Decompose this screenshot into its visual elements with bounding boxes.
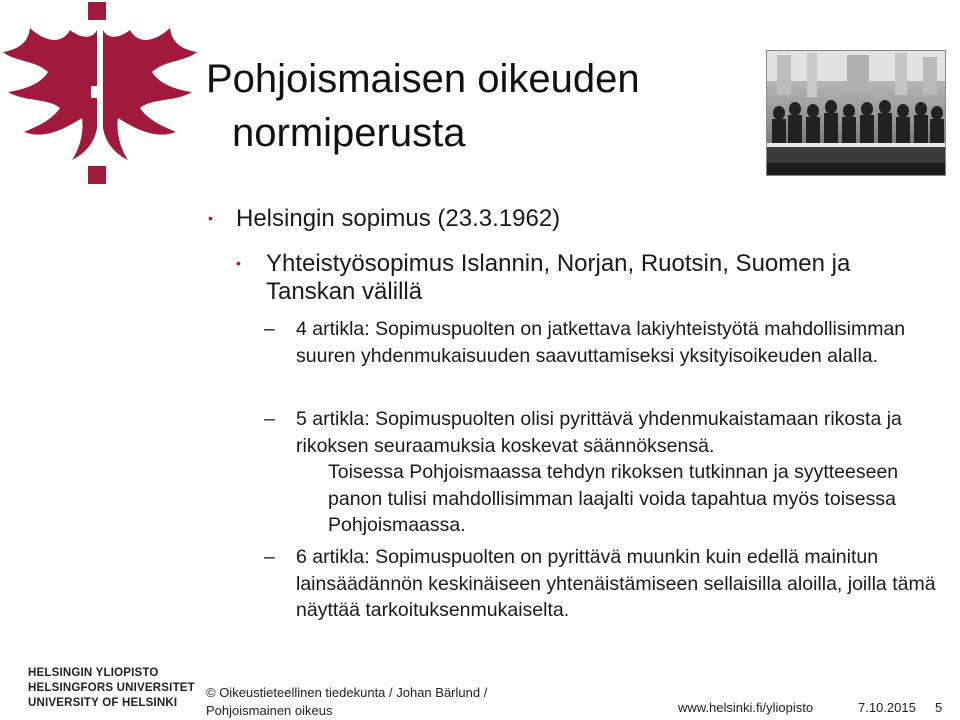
- university-name-fi: HELSINGIN YLIOPISTO: [28, 667, 159, 679]
- photo-image: [767, 51, 945, 175]
- article-5-text: 5 artikla: Sopimuspuolten olisi pyrittävä yhdenmukaistamaan rikosta ja rikoksen seuraamuksia koskevat säännöksensä.: [296, 408, 902, 457]
- helsinki-flame-logo: [0, 0, 200, 190]
- article-5-continuation: Toisessa Pohjoismaassa tehdyn rikoksen tutkinnan ja syytteeseen panon tulisi mahdollisimman laajalti voida tapahtua myös toisessa Pohjoismaassa.: [328, 461, 899, 536]
- page-number: 5: [935, 700, 943, 715]
- dash-bullet-icon: –: [264, 546, 275, 568]
- copyright-line-1: © Oikeustieteellinen tiedekunta / Johan Bärlund /: [206, 685, 488, 700]
- bullet-level2: [238, 250, 938, 306]
- slide-title: [206, 52, 786, 160]
- bullet-dot-icon: •: [236, 255, 241, 271]
- bullet-dot-icon: •: [208, 210, 213, 226]
- copyright-line-2: Pohjoismainen oikeus: [206, 703, 333, 718]
- bullet-level1-text: Helsingin sopimus (23.3.1962): [236, 205, 561, 232]
- article-4-text: 4 artikla: Sopimuspuolten on jatkettava lakiyhteistyötä mahdollisimman suuren yhdenmukaisuuden saavuttamiseksi yksityisoikeuden alalla.: [296, 318, 906, 367]
- title-line-2: normiperusta: [232, 111, 466, 155]
- sub-bullet-article-6: [264, 544, 944, 624]
- footer-copyright: [206, 684, 487, 720]
- sub-bullet-article-5: [264, 406, 944, 539]
- university-name-en: UNIVERSITY OF HELSINKI: [28, 697, 178, 709]
- university-name-sv: HELSINGFORS UNIVERSITET: [28, 682, 195, 694]
- footer-date: 7.10.2015: [858, 700, 916, 715]
- bullet-level2-text: Yhteistyösopimus Islannin, Norjan, Ruotsin, Suomen ja Tanskan välillä: [266, 250, 851, 305]
- footer-url: www.helsinki.fi/yliopisto: [678, 700, 814, 715]
- title-line-1: Pohjoismaisen oikeuden: [206, 57, 640, 101]
- sub-bullet-article-4: [264, 316, 944, 369]
- university-wordmark: [28, 666, 195, 711]
- dash-bullet-icon: –: [264, 408, 275, 430]
- dash-bullet-icon: –: [264, 318, 275, 340]
- signing-ceremony-photo: [766, 50, 946, 176]
- article-6-text: 6 artikla: Sopimuspuolten on pyrittävä muunkin kuin edellä mainitun lainsäädännön keskinäiseen yhtenäistämiseen sellaisilla aloilla, joilla tämä näyttää tarkoituksenmukaiselta.: [296, 546, 936, 621]
- bullet-level1: [210, 204, 560, 234]
